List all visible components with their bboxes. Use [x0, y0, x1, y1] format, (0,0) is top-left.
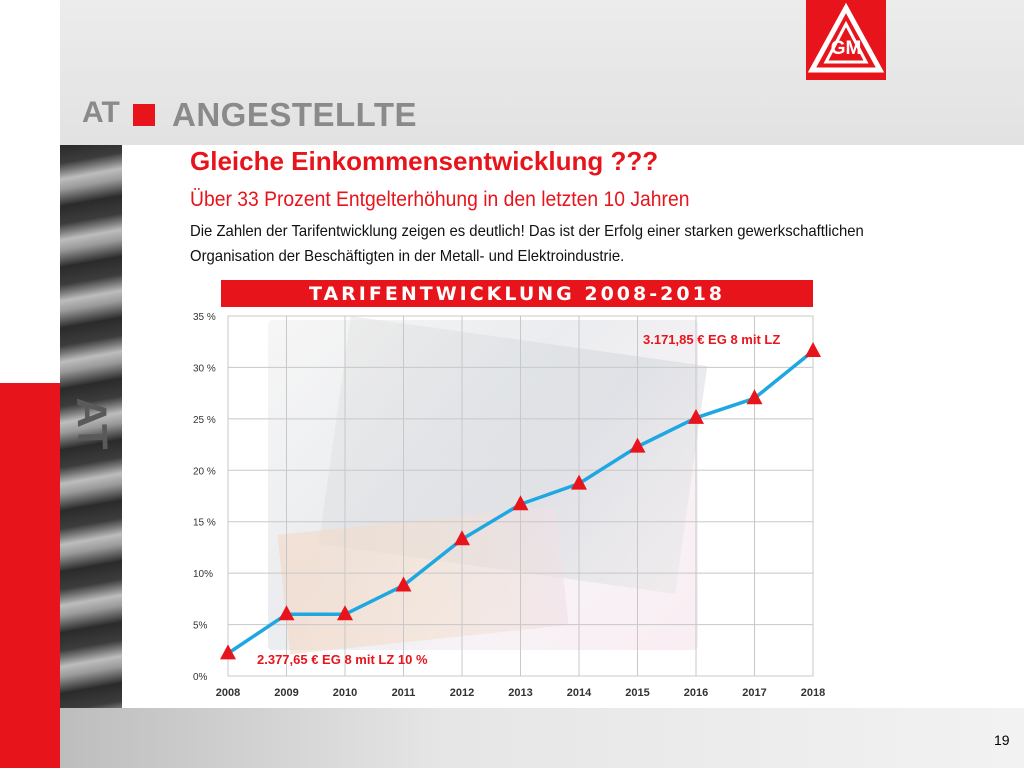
y-tick-label: 25 % — [193, 414, 216, 426]
x-tick-label: 2018 — [800, 687, 826, 699]
chart-container — [173, 280, 835, 708]
y-tick-label: 0% — [193, 672, 208, 683]
x-tick-label: 2011 — [391, 687, 416, 699]
chart-title: TARIFENTWICKLUNG 2008-2018 — [221, 280, 813, 307]
data-point-marker — [396, 576, 412, 591]
data-point-marker — [220, 644, 236, 659]
y-tick-label: 10% — [193, 569, 214, 581]
red-side-bar — [0, 383, 60, 768]
x-tick-label: 2015 — [625, 687, 650, 699]
x-tick-label: 2014 — [566, 687, 592, 699]
page-number: 19 — [994, 732, 1010, 748]
subline: Über 33 Prozent Entgelterhöhung in den letzten 10 Jahren — [190, 188, 690, 211]
y-tick-label: 15 % — [193, 517, 216, 529]
keyboard-key-label: AT — [67, 396, 117, 451]
body-text: Die Zahlen der Tarifentwicklung zeigen es deutlich! Das ist der Erfolg einer starken gewerkschaftlichen Organisation der Beschäftigten in der Metall- und Elektroindustrie. — [190, 223, 864, 265]
triangle-logo-icon — [806, 0, 886, 80]
y-tick-label: 20 % — [193, 466, 216, 478]
annotation-start: 2.377,65 € EG 8 mit LZ 10 % — [257, 652, 428, 667]
y-tick-label: 5% — [193, 620, 208, 632]
line-chart — [173, 280, 835, 708]
data-point-marker — [805, 342, 821, 357]
footer-band — [60, 708, 1024, 768]
red-square-icon — [133, 104, 155, 126]
keyboard-photo — [60, 145, 122, 708]
logo-letters: GM — [830, 38, 862, 59]
x-tick-label: 2012 — [449, 687, 475, 699]
x-tick-label: 2010 — [332, 687, 358, 699]
x-tick-label: 2017 — [742, 687, 767, 699]
headline: Gleiche Einkommensentwicklung ??? — [190, 146, 659, 176]
y-tick-label: 35 % — [193, 312, 216, 323]
x-tick-label: 2013 — [508, 687, 533, 699]
section-title: ANGESTELLTE — [172, 96, 418, 133]
x-tick-label: 2016 — [683, 687, 709, 699]
annotation-end: 3.171,85 € EG 8 mit LZ — [643, 332, 781, 347]
section-short-label: AT — [82, 96, 120, 129]
igmetall-logo — [806, 0, 886, 80]
x-tick-label: 2008 — [215, 687, 241, 699]
y-tick-label: 30 % — [193, 363, 216, 375]
x-tick-label: 2009 — [274, 687, 299, 699]
